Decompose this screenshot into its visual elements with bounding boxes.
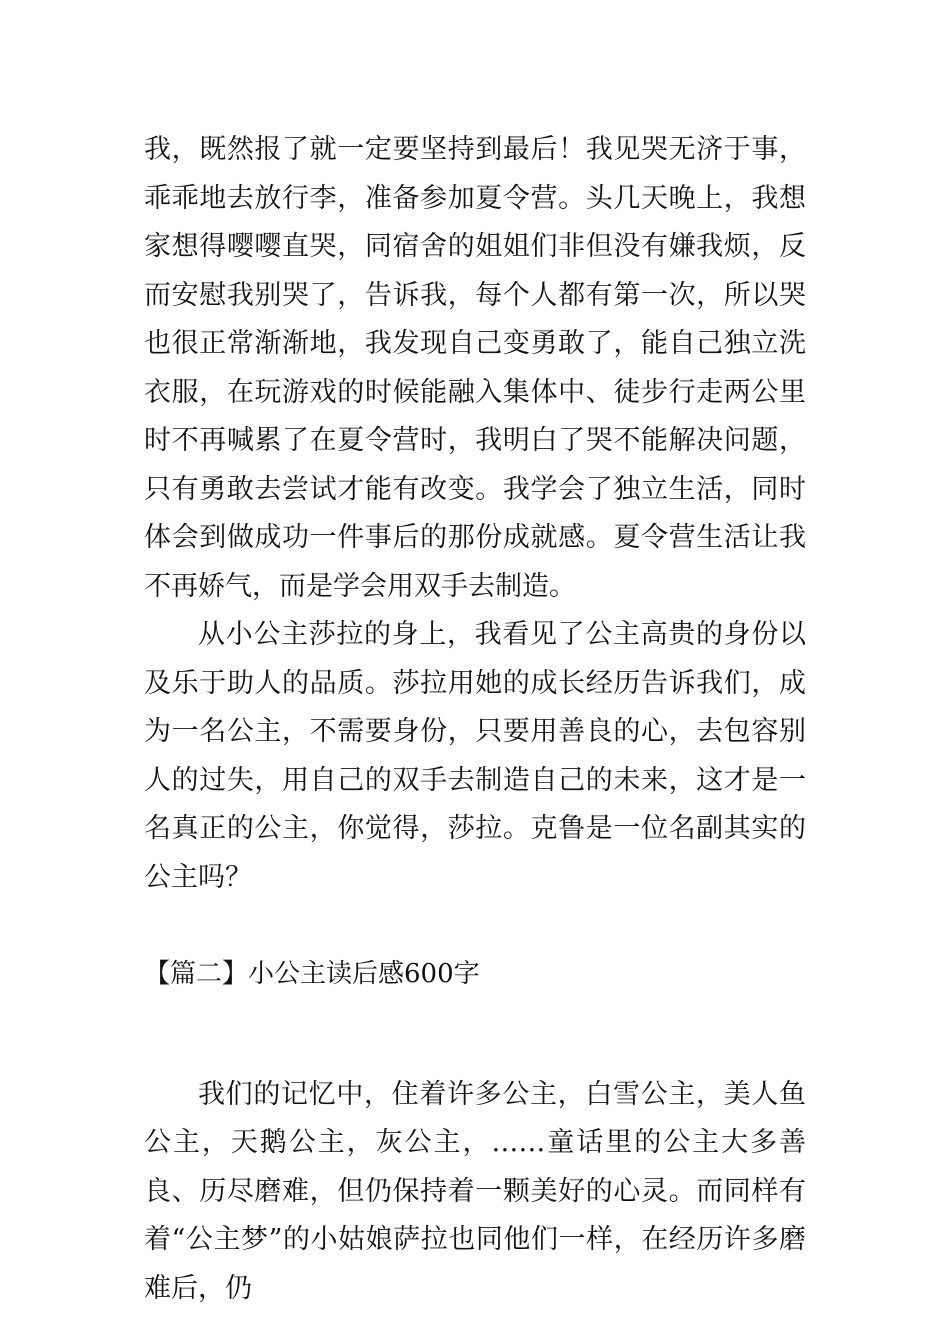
paragraph-princess-sara: 从小公主莎拉的身上，我看见了公主高贵的身份以及乐于助人的品质。莎拉用她的成长经历告诉我们，成为一名公主，不需要身份，只要用善良的心，去包容别人的过失，用自己的双手去制造自己的未来，这才是一名真正的公主，你觉得，莎拉。克鲁是一位名副其实的公主吗？ bbox=[144, 619, 806, 893]
document-body bbox=[144, 126, 806, 1313]
section-heading: 【篇二】小公主读后感600字 bbox=[144, 959, 480, 989]
paragraph-summer-camp: 我，既然报了就一定要坚持到最后！我见哭无济于事，乖乖地去放行李，准备参加夏令营。头几天晚上，我想家想得嘤嘤直哭，同宿舍的姐姐们非但没有嫌我烦，反而安慰我别哭了，告诉我，每个人都有第一次，所以哭也很正常渐渐地，我发现自己变勇敢了，能自己独立洗衣服，在玩游戏的时候能融入集体中、徒步行走两公里时不再喊累了在夏令营时，我明白了哭不能解决问题，只有勇敢去尝试才能有改变。我学会了独立生活，同时体会到做成功一件事后的那份成就感。夏令营生活让我不再娇气，而是学会用双手去制造。 bbox=[144, 134, 806, 602]
paragraph-memory-princesses: 我们的记忆中，住着许多公主，白雪公主，美人鱼公主，天鹅公主，灰公主，……童话里的公主大多善良、历尽磨难，但仍保持着一颗美好的心灵。而同样有着“公主梦”的小姑娘萨拉也同他们一样，在经历许多磨难后，仍 bbox=[144, 1078, 806, 1304]
